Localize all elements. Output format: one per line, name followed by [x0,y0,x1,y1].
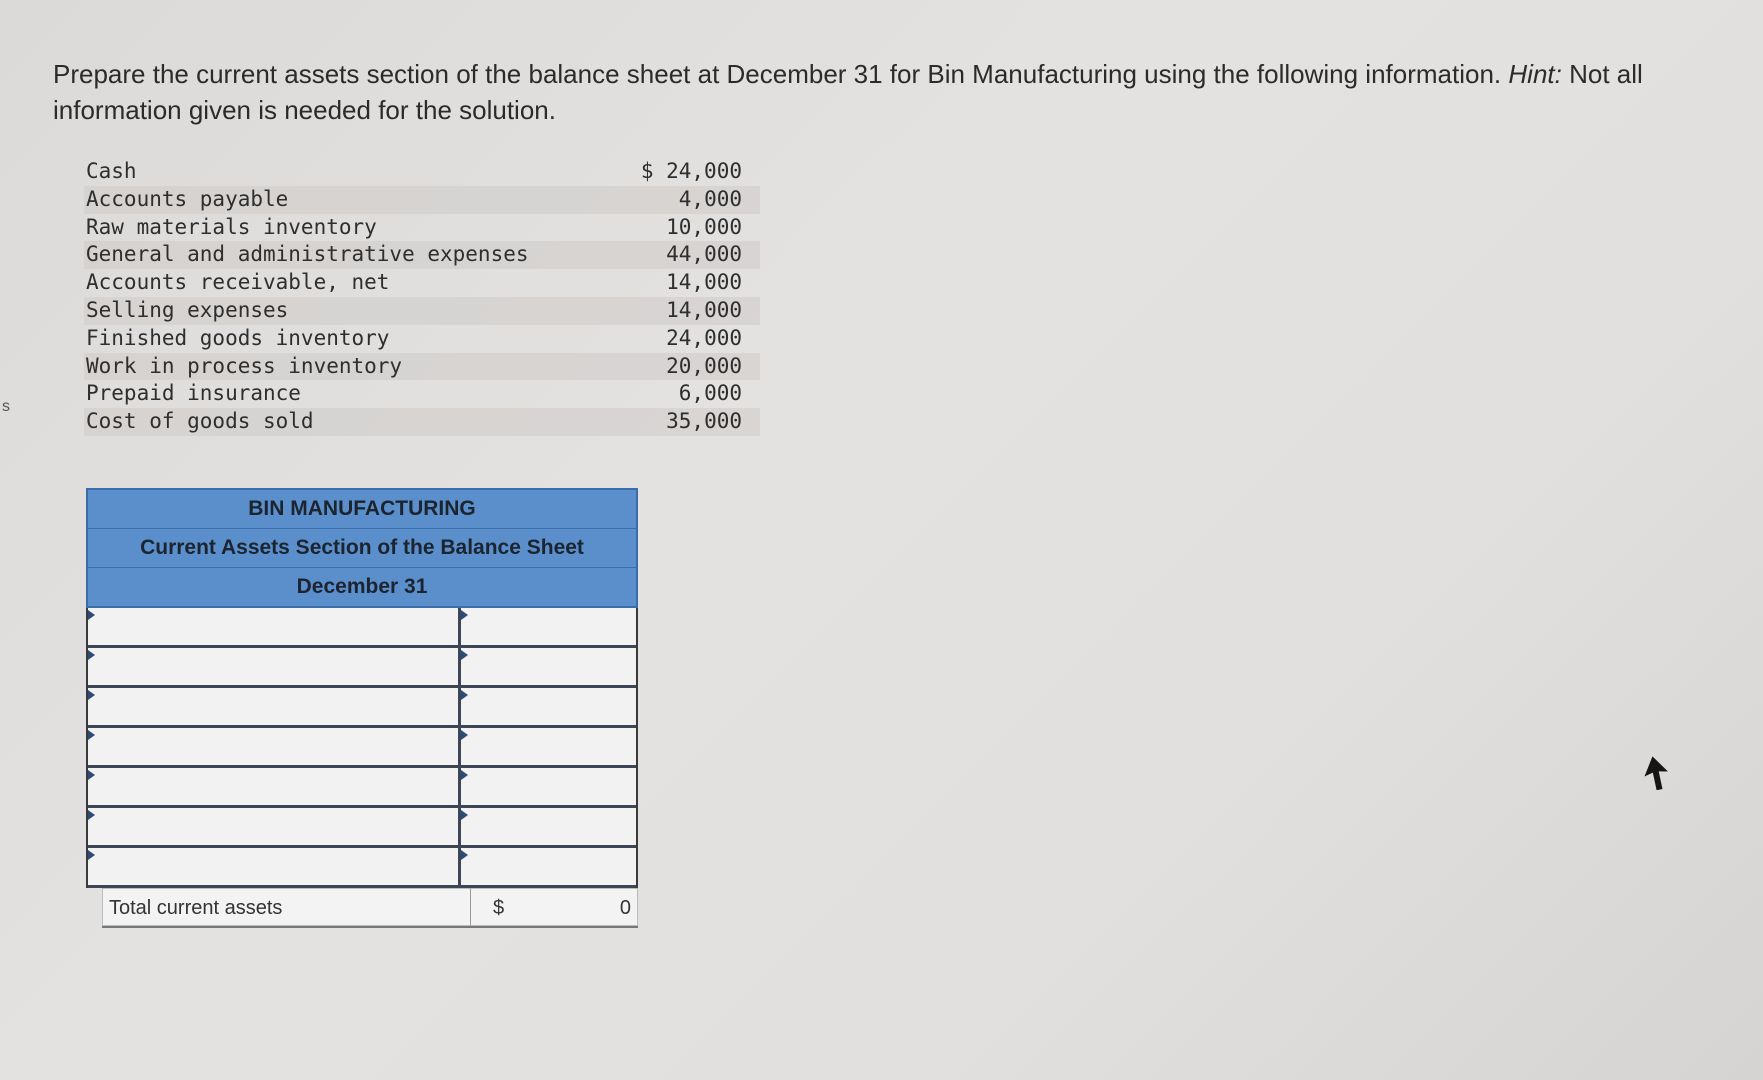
info-label: Accounts payable [86,186,289,211]
mouse-cursor-icon [1642,756,1670,790]
entry-row [88,688,636,728]
account-select[interactable] [88,848,461,885]
dropdown-marker-icon [88,810,95,820]
instructions [53,56,1673,128]
info-row-general-admin-expenses [84,241,760,269]
info-amount: 24,000 [666,325,742,350]
total-currency: $ [493,897,505,919]
info-amount: 14,000 [666,270,742,295]
account-select[interactable] [88,808,461,845]
info-amount: 10,000 [666,214,742,239]
account-select[interactable] [88,608,461,645]
company-name: BIN MANUFACTURING [88,490,636,529]
info-label: Cost of goods sold [86,409,314,434]
statement-date: December 31 [296,575,428,598]
info-label: Selling expenses [86,297,289,322]
input-marker-icon [461,610,468,620]
account-select[interactable] [88,728,461,765]
info-row-cost-of-goods-sold [84,408,760,436]
info-amount: 4,000 [678,186,742,211]
entry-row [88,608,636,648]
amount-input[interactable] [461,608,636,645]
entry-row [88,648,636,688]
hint-label: Hint: [1508,59,1562,89]
amount-input[interactable] [461,728,636,765]
info-label: Cash [86,159,137,183]
info-row-work-in-process [84,353,760,381]
info-label: Accounts receivable, net [86,270,390,295]
input-marker-icon [461,850,468,860]
total-value: 0 [619,897,631,919]
statement-title: Current Assets Section of the Balance Sheet [88,529,636,568]
hint-text: Not all information given is needed for the solution. [53,59,1643,125]
entry-row [88,768,636,808]
amount-input[interactable] [461,688,636,725]
info-row-selling-expenses [84,297,760,325]
dropdown-marker-icon [88,770,95,780]
info-label: General and administrative expenses [86,242,529,267]
info-row-accounts-receivable [84,269,760,297]
input-marker-icon [461,810,468,820]
info-label: Work in process inventory [86,353,403,378]
balance-sheet-header [86,488,638,608]
info-row-finished-goods [84,325,760,353]
info-label: Raw materials inventory [86,214,377,239]
account-select[interactable] [88,688,461,725]
input-marker-icon [461,690,468,700]
info-row-raw-materials [84,214,760,242]
total-label: Total current assets [102,888,471,926]
info-label: Prepaid insurance [86,381,301,406]
balance-sheet-table [86,488,638,928]
info-row-prepaid-insurance [84,380,760,408]
total-amount [471,888,638,926]
info-amount: 35,000 [666,409,742,434]
info-amount: 6,000 [678,381,742,406]
info-amount: 14,000 [666,297,742,322]
amount-input[interactable] [461,768,636,805]
entry-row [88,808,636,848]
account-select[interactable] [88,768,461,805]
amount-input[interactable] [461,848,636,885]
entry-row [88,728,636,768]
dropdown-marker-icon [88,850,95,860]
info-amount: 20,000 [666,353,742,378]
total-row [102,888,638,928]
info-row-accounts-payable [84,186,760,214]
dropdown-marker-icon [88,610,95,620]
dropdown-marker-icon [88,650,95,660]
input-marker-icon [461,730,468,740]
amount-input[interactable] [461,808,636,845]
info-amount: $ 24,000 [640,159,742,183]
dropdown-marker-icon [88,730,95,740]
side-mark: s [2,398,10,415]
balance-sheet-entries [86,608,638,888]
instructions-text: Prepare the current assets section of the balance sheet at December 31 for Bin Manufacturing using the following information. [53,59,1502,89]
info-label: Finished goods inventory [86,325,390,350]
input-marker-icon [461,770,468,780]
entry-row [88,848,636,888]
given-information-list [84,158,760,436]
amount-input[interactable] [461,648,636,685]
info-amount: 44,000 [666,242,742,267]
input-marker-icon [461,650,468,660]
account-select[interactable] [88,648,461,685]
dropdown-marker-icon [88,690,95,700]
info-row-cash [84,158,760,186]
